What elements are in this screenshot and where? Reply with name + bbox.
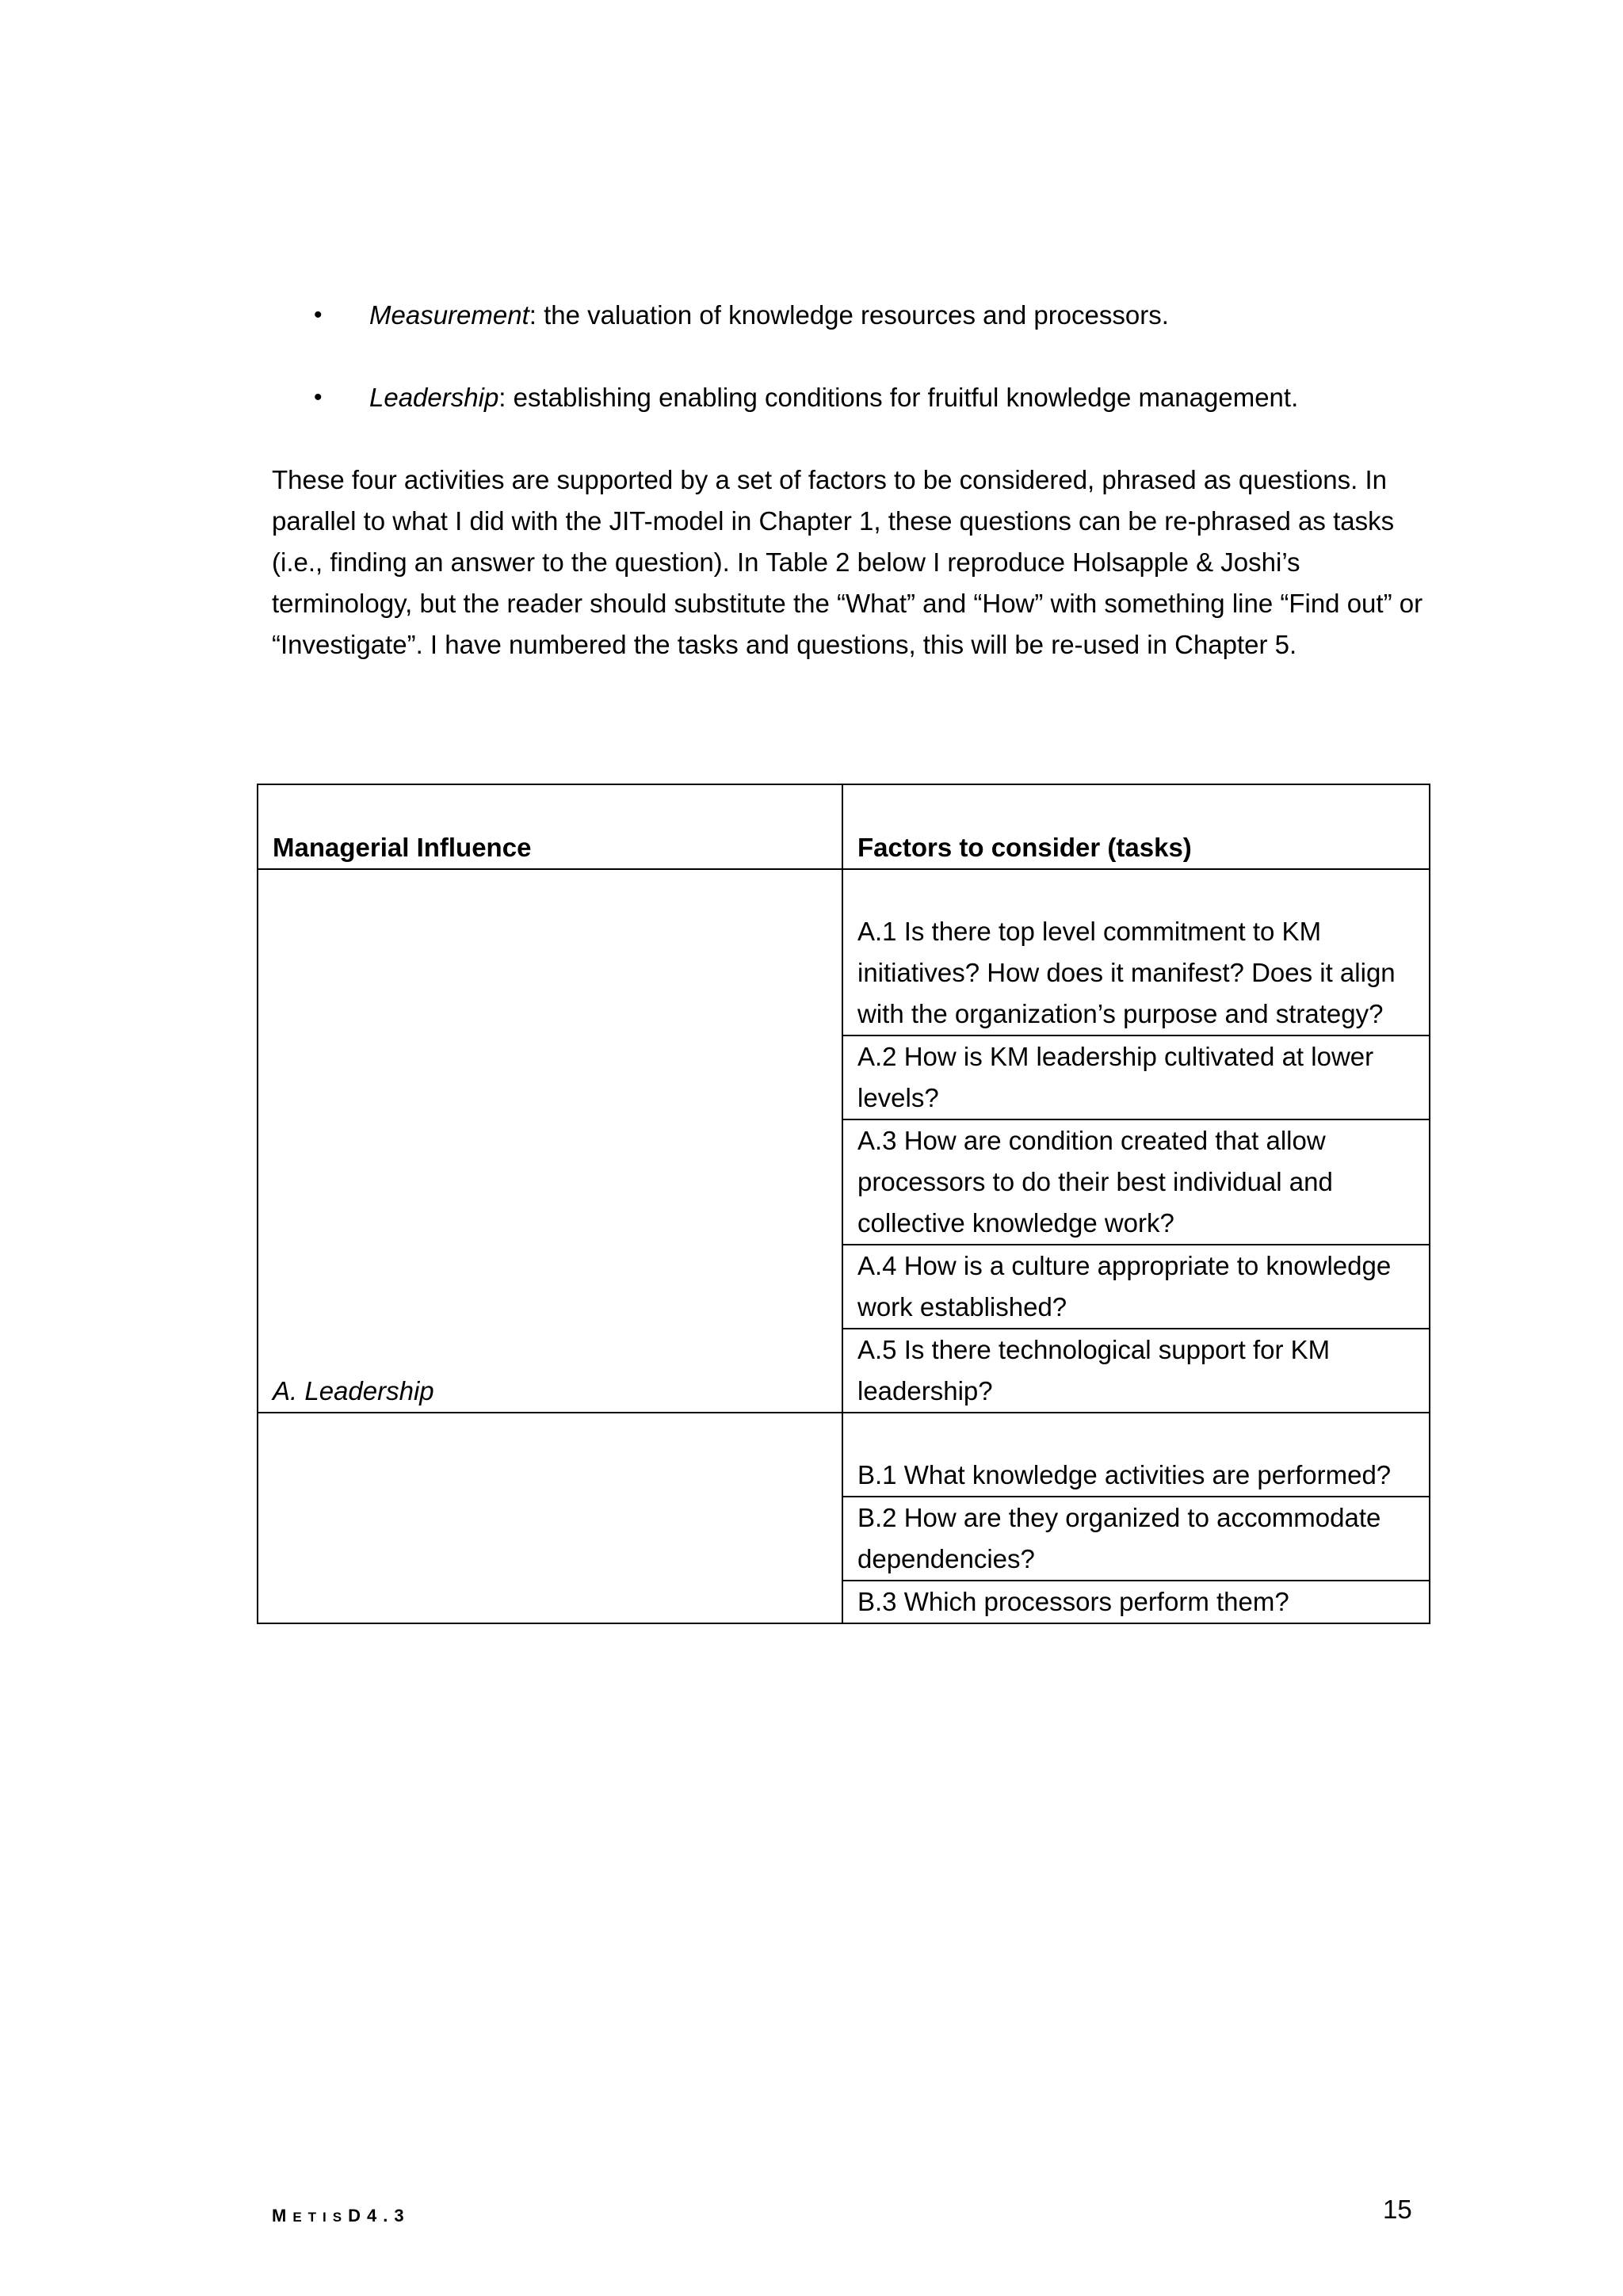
doc-id-rest: D4.3 bbox=[348, 2206, 411, 2225]
header-factors: Factors to consider (tasks) bbox=[842, 784, 1430, 869]
bullet-text: : establishing enabling conditions for fruitful knowledge management. bbox=[498, 383, 1299, 412]
header-managerial-influence: Managerial Influence bbox=[258, 784, 842, 869]
bullet-item-measurement bbox=[322, 295, 1431, 336]
bullet-term: Measurement bbox=[369, 300, 529, 330]
doc-id-small: ETIS bbox=[292, 2210, 349, 2225]
task-cell: A.2 How is KM leadership cultivated at lower levels? bbox=[842, 1035, 1430, 1119]
group-label-leadership: A. Leadership bbox=[258, 869, 842, 1413]
factors-table bbox=[257, 784, 1430, 1624]
bullet-text: : the valuation of knowledge resources and processors. bbox=[529, 300, 1169, 330]
doc-id-first: M bbox=[272, 2206, 293, 2225]
table-header-row bbox=[258, 784, 1430, 869]
table-row bbox=[258, 1413, 1430, 1497]
body-paragraph: These four activities are supported by a set of factors to be considered, phrased as questions. In parallel to what I did with the JIT-model in Chapter 1, these questions can be re-phrased as tasks (i.e., finding an answer to the question). In Table 2 below I reproduce Holsapple & Joshi’s terminology, but the reader should substitute the “What” and “How” with something line “Find out” or “Investigate”. I have numbered the tasks and questions, this will be re-used in Chapter 5. bbox=[272, 465, 1423, 659]
table-row bbox=[258, 869, 1430, 1035]
task-cell: B.3 Which processors perform them? bbox=[842, 1581, 1430, 1623]
footer-document-id bbox=[272, 2206, 411, 2226]
page-number: 15 bbox=[1383, 2195, 1412, 2224]
task-cell: A.3 How are condition created that allow processors to do their best individual and collective knowledge work? bbox=[842, 1119, 1430, 1245]
group-label-b bbox=[258, 1413, 842, 1623]
task-cell: A.5 Is there technological support for KM leadership? bbox=[842, 1329, 1430, 1413]
bullet-term: Leadership bbox=[369, 383, 499, 412]
activity-bullet-list bbox=[322, 295, 1431, 460]
task-cell: B.2 How are they organized to accommodate dependencies? bbox=[842, 1497, 1430, 1581]
task-cell: B.1 What knowledge activities are performed? bbox=[842, 1413, 1430, 1497]
bullet-item-leadership bbox=[322, 377, 1431, 418]
task-cell: A.4 How is a culture appropriate to knowledge work established? bbox=[842, 1245, 1430, 1329]
task-cell: A.1 Is there top level commitment to KM initiatives? How does it manifest? Does it align with the organization’s purpose and strategy? bbox=[842, 869, 1430, 1035]
